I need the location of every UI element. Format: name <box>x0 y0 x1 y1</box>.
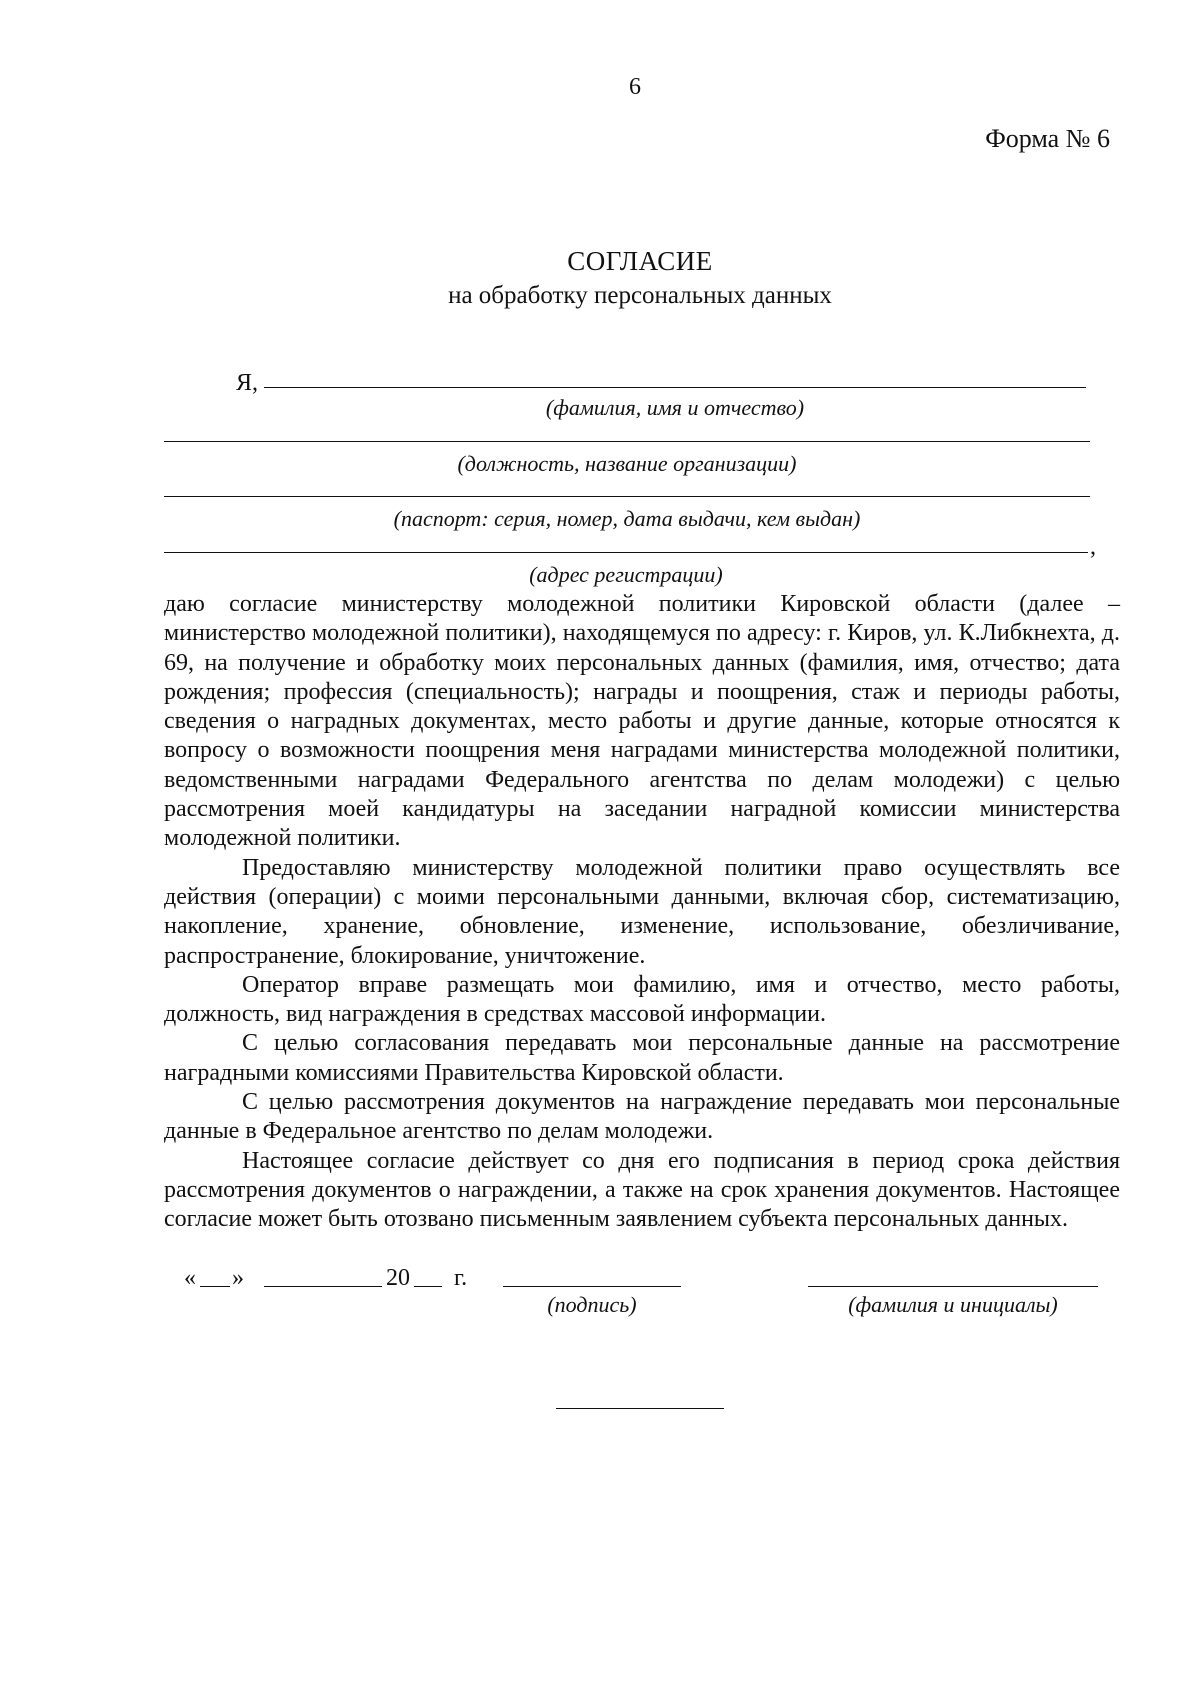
date-year-suffix: г. <box>454 1265 468 1291</box>
document-title: СОГЛАСИЕ <box>567 246 713 276</box>
consent-paragraph-2: Предоставляю министерству молодежной политики право осуществлять все действия (операции) с моими персональными данными, включая сбор, систематизацию, накопление, хранение, обновление, изменение, использование, обезличивание, распространение, блокирование, уничтожение. <box>164 854 1120 969</box>
document-subtitle: на обработку персональных данных <box>448 282 832 309</box>
date-quote-open: « <box>184 1265 196 1291</box>
consent-paragraph-6: Настоящее согласие действует со дня его подписания в период срока действия рассмотрения документов о награждении, а также на срок хранения документов. Настоящее согласие может быть отозвано письменным заявлением субъекта персональных данных. <box>164 1147 1120 1233</box>
name-initials-line[interactable] <box>808 1286 1098 1287</box>
passport-field-line[interactable] <box>164 496 1090 497</box>
date-month-line[interactable] <box>264 1286 382 1287</box>
date-year-line[interactable] <box>414 1286 442 1287</box>
signature-line[interactable] <box>503 1286 681 1287</box>
signature-caption: (подпись) <box>547 1292 637 1317</box>
fio-caption: (фамилия, имя и отчество) <box>545 395 805 420</box>
address-caption: (адрес регистрации) <box>529 562 723 587</box>
consent-body <box>164 590 1120 1235</box>
consent-paragraph-4: С целью согласования передавать мои персональные данные на рассмотрение наградными комиссиями Правительства Кировской области. <box>164 1030 1120 1086</box>
i-prefix: Я, <box>236 370 259 396</box>
address-comma: , <box>1090 534 1096 560</box>
consent-paragraph-3: Оператор вправе размещать мои фамилию, имя и отчество, место работы, должность, вид награждения в средствах массовой информации. <box>164 971 1120 1028</box>
date-quote-close: » <box>232 1265 244 1291</box>
consent-paragraph-5: С целью рассмотрения документов на награждение передавать мои персональные данные в Федеральное агентство по делам молодежи. <box>164 1089 1120 1145</box>
consent-paragraph-1: даю согласие министерству молодежной политики Кировской области (далее – министерство молодежной политики), находящемуся по адресу: г. Киров, ул. К.Либкнехта, д. 69, на получение и обработку моих персональных данных (фамилия, имя, отчество; дата рождения; профессия (специальность); награды и поощрения, стаж и периоды работы, сведения о наградных документах, место работы и другие данные, которые относятся к вопросу о возможности поощрения меня наградами министерства молодежной политики, ведомственными наградами Федерального агентства по делам молодежи) с целью рассмотрения моей кандидатуры на заседании наградной комиссии министерства молодежной политики. <box>164 591 1120 852</box>
name-initials-caption: (фамилия и инициалы) <box>848 1292 1058 1317</box>
form-number: Форма № 6 <box>985 124 1110 153</box>
address-field-line[interactable] <box>164 552 1088 553</box>
passport-caption: (паспорт: серия, номер, дата выдачи, кем выдан) <box>393 506 861 531</box>
fio-field-line[interactable] <box>264 387 1086 388</box>
page-number: 6 <box>629 74 641 100</box>
closing-separator <box>556 1408 724 1409</box>
date-year-prefix: 20 <box>386 1265 410 1291</box>
position-caption: (должность, название организации) <box>457 451 797 476</box>
date-day-line[interactable] <box>200 1286 230 1287</box>
position-field-line[interactable] <box>164 441 1090 442</box>
